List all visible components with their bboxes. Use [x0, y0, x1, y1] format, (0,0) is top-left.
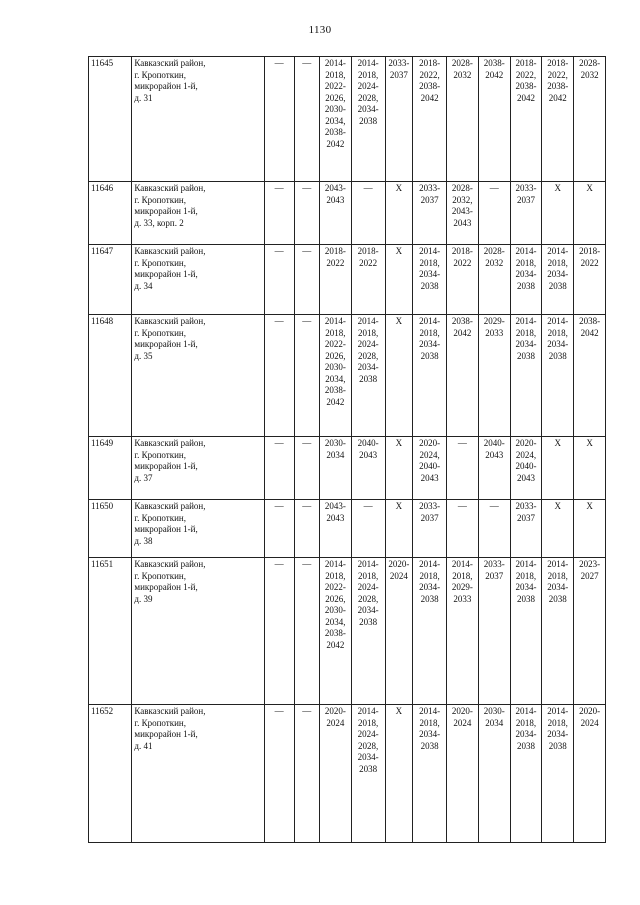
dash-cell: — [264, 315, 294, 437]
address-line: микрорайон 1-й, [134, 81, 198, 91]
period-cell: 2043- 2043 [319, 182, 351, 245]
table-row [89, 57, 606, 182]
period-cell: 2014- 2018, 2034- 2038 [542, 558, 574, 705]
period-cell: 2033- 2037 [413, 182, 447, 245]
address-line: г. Кропоткин, [134, 512, 186, 523]
period-cell: 2014- 2018, 2034- 2038 [413, 245, 447, 315]
address-line: д. 41 [134, 740, 153, 751]
period-cell: 2018- 2022 [447, 245, 479, 315]
period-cell: 2014- 2018, 2034- 2038 [510, 245, 542, 315]
period-cell: 2014- 2018, 2022- 2026, 2030- 2034, 2038- 2042 [319, 558, 351, 705]
period-cell: — [351, 182, 385, 245]
dash-cell: — [264, 500, 294, 558]
address-line: г. Кропоткин, [134, 327, 186, 338]
period-cell: 2018- 2022, 2038- 2042 [413, 57, 447, 182]
table-row [89, 437, 606, 500]
address-cell [132, 705, 264, 843]
period-cell: Х [542, 437, 574, 500]
address-line: микрорайон 1-й, [134, 339, 198, 349]
address-line: г. Кропоткин, [134, 257, 186, 268]
address-cell [132, 437, 264, 500]
page-number: 1130 [308, 24, 332, 36]
period-cell: 2014- 2018, 2034- 2038 [510, 705, 542, 843]
period-cell: 2014- 2018, 2029- 2033 [447, 558, 479, 705]
dash-cell: — [294, 500, 319, 558]
period-cell: 2028- 2032 [478, 245, 510, 315]
period-cell: 2014- 2018, 2024- 2028, 2034- 2038 [351, 57, 385, 182]
address-line: Кавказский район, [134, 559, 206, 569]
table-row [89, 182, 606, 245]
address-line: Кавказский район, [134, 183, 206, 193]
address-cell [132, 182, 264, 245]
address-line: д. 33, корп. 2 [134, 217, 184, 228]
dash-cell: — [264, 705, 294, 843]
address-cell [132, 245, 264, 315]
dash-cell: — [294, 245, 319, 315]
period-cell: 2014- 2018, 2022- 2026, 2030- 2034, 2038- 2042 [319, 57, 351, 182]
period-cell: 2014- 2018, 2034- 2038 [542, 245, 574, 315]
period-cell: Х [385, 705, 413, 843]
row-number: 11645 [89, 57, 132, 182]
period-cell: — [351, 500, 385, 558]
period-cell: 2014- 2018, 2034- 2038 [542, 315, 574, 437]
period-cell: 2020- 2024 [447, 705, 479, 843]
period-cell: 2023- 2027 [574, 558, 606, 705]
period-cell: Х [574, 182, 606, 245]
period-cell: 2020- 2024 [574, 705, 606, 843]
period-cell: Х [542, 182, 574, 245]
period-cell: 2040- 2043 [478, 437, 510, 500]
period-cell: 2030- 2034 [478, 705, 510, 843]
address-line: д. 31 [134, 92, 153, 103]
dash-cell: — [294, 437, 319, 500]
period-cell: 2033- 2037 [478, 558, 510, 705]
address-line: д. 37 [134, 472, 153, 483]
period-cell: 2038- 2042 [447, 315, 479, 437]
registry-body [89, 57, 606, 843]
table-row [89, 558, 606, 705]
dash-cell: — [264, 57, 294, 182]
period-cell: 2043- 2043 [319, 500, 351, 558]
period-cell: 2040- 2043 [351, 437, 385, 500]
period-cell: 2030- 2034 [319, 437, 351, 500]
row-number: 11646 [89, 182, 132, 245]
period-cell: 2033- 2037 [510, 182, 542, 245]
address-line: г. Кропоткин, [134, 194, 186, 205]
row-number: 11650 [89, 500, 132, 558]
period-cell: 2014- 2018, 2034- 2038 [542, 705, 574, 843]
period-cell: 2020- 2024 [319, 705, 351, 843]
row-number: 11652 [89, 705, 132, 843]
dash-cell: — [294, 705, 319, 843]
address-line: микрорайон 1-й, [134, 729, 198, 739]
period-cell: 2033- 2037 [510, 500, 542, 558]
period-cell: 2014- 2018, 2034- 2038 [510, 315, 542, 437]
period-cell: 2028- 2032 [447, 57, 479, 182]
period-cell: 2018- 2022 [351, 245, 385, 315]
address-line: г. Кропоткин, [134, 449, 186, 460]
table-row [89, 245, 606, 315]
address-line: Кавказский район, [134, 316, 206, 326]
address-line: микрорайон 1-й, [134, 582, 198, 592]
period-cell: — [478, 182, 510, 245]
period-cell: Х [385, 245, 413, 315]
period-cell: Х [385, 437, 413, 500]
row-number: 11647 [89, 245, 132, 315]
address-line: микрорайон 1-й, [134, 269, 198, 279]
dash-cell: — [294, 182, 319, 245]
period-cell: Х [385, 500, 413, 558]
period-cell: — [478, 500, 510, 558]
address-line: г. Кропоткин, [134, 717, 186, 728]
period-cell: Х [574, 437, 606, 500]
address-line: д. 34 [134, 280, 153, 291]
address-line: г. Кропоткин, [134, 570, 186, 581]
table-row [89, 315, 606, 437]
period-cell: 2038- 2042 [574, 315, 606, 437]
address-line: Кавказский район, [134, 246, 206, 256]
period-cell: 2020- 2024, 2040- 2043 [510, 437, 542, 500]
address-line: д. 38 [134, 535, 153, 546]
period-cell: 2033- 2037 [413, 500, 447, 558]
period-cell: 2014- 2018, 2022- 2026, 2030- 2034, 2038- 2042 [319, 315, 351, 437]
period-cell: 2018- 2022, 2038- 2042 [510, 57, 542, 182]
period-cell: 2028- 2032 [574, 57, 606, 182]
dash-cell: — [294, 315, 319, 437]
period-cell: 2014- 2018, 2024- 2028, 2034- 2038 [351, 705, 385, 843]
table-row [89, 705, 606, 843]
period-cell: — [447, 437, 479, 500]
period-cell: 2033- 2037 [385, 57, 413, 182]
dash-cell: — [264, 437, 294, 500]
period-cell: 2028- 2032, 2043- 2043 [447, 182, 479, 245]
address-cell [132, 558, 264, 705]
address-cell [132, 315, 264, 437]
address-line: микрорайон 1-й, [134, 206, 198, 216]
table-row [89, 500, 606, 558]
period-cell: 2014- 2018, 2024- 2028, 2034- 2038 [351, 558, 385, 705]
period-cell: 2029- 2033 [478, 315, 510, 437]
address-line: микрорайон 1-й, [134, 461, 198, 471]
period-cell: 2020- 2024 [385, 558, 413, 705]
address-line: д. 39 [134, 593, 153, 604]
address-cell [132, 500, 264, 558]
dash-cell: — [294, 57, 319, 182]
period-cell: 2014- 2018, 2034- 2038 [413, 558, 447, 705]
period-cell: 2038- 2042 [478, 57, 510, 182]
period-cell: — [447, 500, 479, 558]
period-cell: 2018- 2022 [319, 245, 351, 315]
address-line: Кавказский район, [134, 438, 206, 448]
row-number: 11651 [89, 558, 132, 705]
dash-cell: — [294, 558, 319, 705]
period-cell: 2014- 2018, 2034- 2038 [413, 315, 447, 437]
period-cell: Х [574, 500, 606, 558]
period-cell: 2018- 2022 [574, 245, 606, 315]
period-cell: 2014- 2018, 2024- 2028, 2034- 2038 [351, 315, 385, 437]
row-number: 11648 [89, 315, 132, 437]
period-cell: 2014- 2018, 2034- 2038 [510, 558, 542, 705]
period-cell: 2020- 2024, 2040- 2043 [413, 437, 447, 500]
registry-table [88, 56, 606, 843]
period-cell: 2018- 2022, 2038- 2042 [542, 57, 574, 182]
address-line: д. 35 [134, 350, 153, 361]
row-number: 11649 [89, 437, 132, 500]
address-line: Кавказский район, [134, 706, 206, 716]
period-cell: Х [542, 500, 574, 558]
period-cell: Х [385, 182, 413, 245]
address-line: г. Кропоткин, [134, 69, 186, 80]
dash-cell: — [264, 182, 294, 245]
address-line: Кавказский район, [134, 501, 206, 511]
address-cell [132, 57, 264, 182]
period-cell: 2014- 2018, 2034- 2038 [413, 705, 447, 843]
address-line: микрорайон 1-й, [134, 524, 198, 534]
address-line: Кавказский район, [134, 58, 206, 68]
dash-cell: — [264, 558, 294, 705]
period-cell: Х [385, 315, 413, 437]
dash-cell: — [264, 245, 294, 315]
